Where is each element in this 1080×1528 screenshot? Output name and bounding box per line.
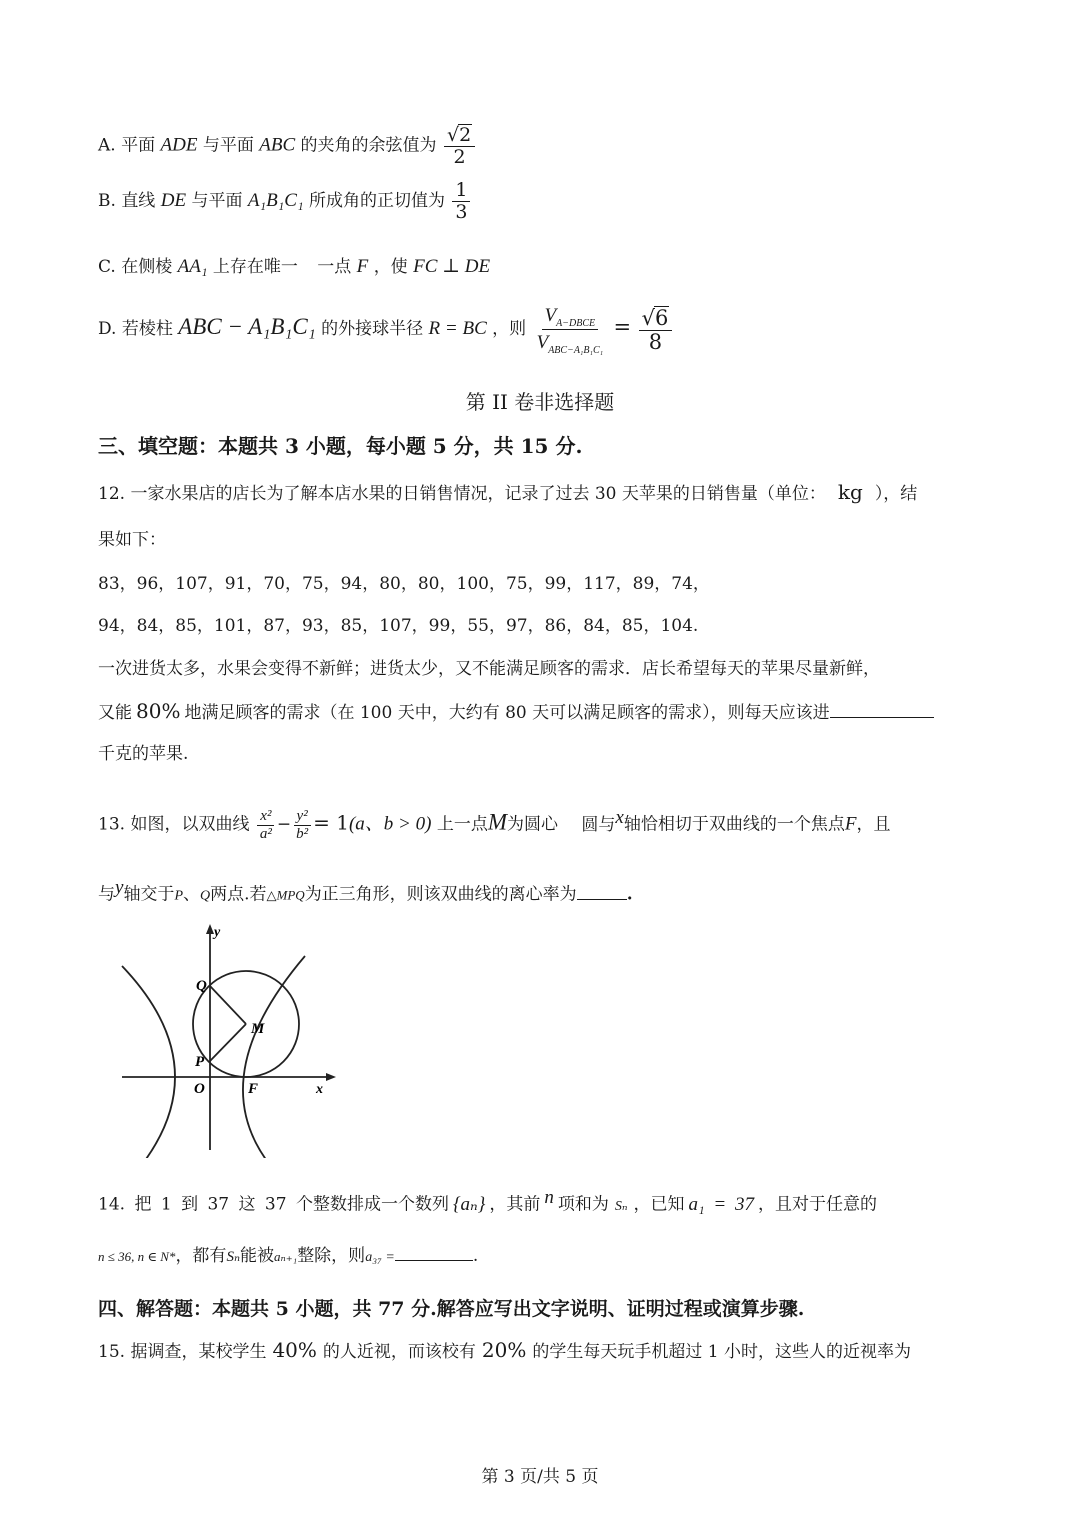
volume-ratio: $\frac{V_{A-DBCE}}{V_{ABC-A_1B_1C_1}}$: [536, 305, 604, 357]
answer-blank-q12[interactable]: [830, 717, 934, 718]
left-branch: [122, 966, 175, 1158]
part4-heading: 四、解答题：本题共 5 小题，共 77 分.解答应写出文字说明、证明过程或演算步骤.: [98, 1298, 805, 1320]
label-o: O: [194, 1081, 205, 1097]
q14-line2: n ≤ 36, n ∈ N*，都有Sₙ能被aₙ₊₁整除，则a₃₇ = .: [98, 1246, 479, 1266]
hyperbola-x-term: $\frac{\text{x²}}{\text{a²}}$: [257, 808, 275, 842]
q15-line1: 15. 据调查，某校学生 40% 的人近视，而该校有 20% 的学生每天玩手机超过 1 小时，这些人的近视率为: [98, 1338, 911, 1362]
option-a: A. 平面 ADE 与平面 ABC 的夹角的余弦值为 $\frac{√2}{2}$: [98, 124, 477, 168]
y-axis-arrow: [206, 924, 214, 934]
hyperbola-figure: [110, 920, 350, 1158]
x-axis-arrow: [326, 1073, 336, 1081]
segment-qm: [210, 986, 246, 1024]
sqrt2-over-2: $\frac{√2}{2}$: [444, 124, 475, 168]
segment-pm: [210, 1024, 246, 1061]
q12-line1: 12. 一家水果店的店长为了解本店水果的日销售情况，记录了过去 30 天苹果的日销售量（单位： kg ），结: [98, 480, 918, 504]
label-y: y: [214, 925, 221, 940]
q12-line5: 一次进货太多，水果会变得不新鲜；进货太少，又不能满足顾客的需求．店长希望每天的苹果尽量新鲜，: [98, 659, 880, 679]
q13-line2: 与$^y$轴交于P、Q两点.若△MPQ为正三角形，则该双曲线的离心率为 .: [98, 877, 633, 905]
label-q: Q: [196, 978, 207, 994]
q12-line6: 又能 80% 地满足顾客的需求（在 100 天中，大约有 80 天可以满足顾客的需求），则每天应该进: [98, 699, 934, 725]
option-d: D. 若棱柱 ABC − A₁B₁C₁ 的外接球半径 R = BC ，则 $\frac{V_{A-DBCE}}{V_{ABC-A_1B_1C_1}}$ = $\frac{√6}{8}$: [98, 303, 674, 356]
q12-line7: 千克的苹果.: [98, 744, 189, 764]
sqrt6-over-8: $\frac{√6}{8}$: [639, 306, 673, 354]
section-title: 第 II 卷非选择题: [465, 390, 615, 414]
q13-line1: 13. 如图，以双曲线 $\frac{\text{x²}}{\text{a²}}$ − $\frac{\text{y²}}{\text{b²}}$ = 1(a、b > 0) 上一点M为圆心 圆与$^x$轴恰相切于双曲线的一个焦点F，且: [98, 807, 891, 842]
answer-blank-q14[interactable]: [395, 1260, 473, 1261]
hyperbola-y-term: $\frac{\text{y²}}{\text{b²}}$: [293, 808, 311, 842]
right-branch: [243, 956, 305, 1158]
q12-data1: 83，96，107，91，70，75，94，80，80，100，75，99，117，89，74，: [98, 574, 710, 594]
option-c: C. 在侧棱 AA₁ 上存在唯一 一点 F ，使 FC ⊥ DE: [98, 256, 491, 277]
label-m: M: [251, 1021, 265, 1037]
part3-heading: 三、填空题：本题共 3 小题，每小题 5 分，共 15 分.: [98, 434, 583, 458]
q12-line2: 果如下：: [98, 530, 166, 550]
label-f: F: [248, 1081, 259, 1097]
page-footer: 第 3 页/共 5 页: [481, 1467, 599, 1487]
label-p: P: [195, 1054, 205, 1070]
one-third: $\frac{1}{3}$: [452, 180, 470, 223]
label-x: x: [316, 1082, 323, 1097]
option-b: B. 直线 DE 与平面 A₁B₁C₁ 所成角的正切值为 $\frac{1}{3}$: [98, 180, 472, 223]
q12-data2: 94，84，85，101，87，93，85，107，99，55，97，86，84，85，104.: [98, 616, 699, 636]
answer-blank-q13[interactable]: [577, 899, 627, 900]
q14-line1: 14. 把 1 到 37 这 37 个整数排成一个数列 {aₙ} ，其前 $^n$ 项和为 Sₙ ，已知 a₁ = 37 ，且对于任意的: [98, 1187, 877, 1215]
